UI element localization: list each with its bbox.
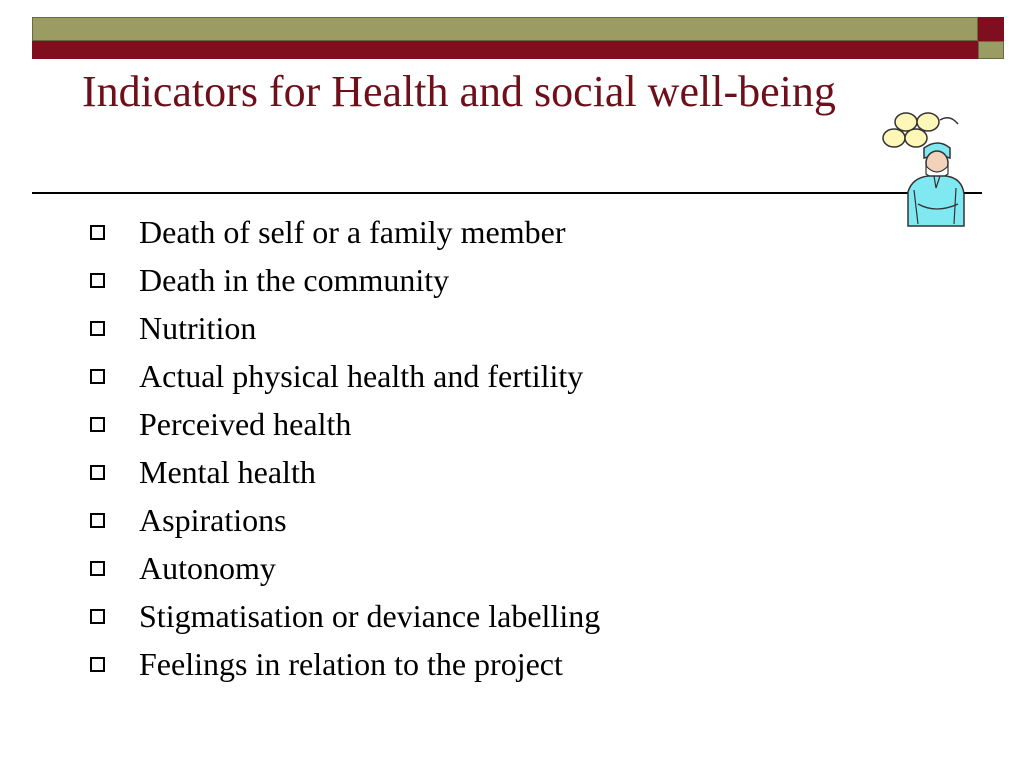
bullet-list <box>90 208 600 688</box>
list-item <box>90 640 600 688</box>
hollow-square-bullet-icon <box>90 465 105 480</box>
list-item <box>90 496 600 544</box>
list-item <box>90 592 600 640</box>
bullet-text: Nutrition <box>139 309 257 346</box>
hollow-square-bullet-icon <box>90 321 105 336</box>
list-item <box>90 304 600 352</box>
bullet-text: Autonomy <box>139 549 276 586</box>
bullet-text: Actual physical health and fertility <box>139 357 584 394</box>
header-band-maroon <box>32 41 978 59</box>
bullet-text: Aspirations <box>139 501 287 538</box>
bullet-text: Death of self or a family member <box>139 213 566 250</box>
hollow-square-bullet-icon <box>90 609 105 624</box>
bullet-text: Stigmatisation or deviance labelling <box>139 597 601 634</box>
corner-square-olive <box>978 41 1004 59</box>
bullet-text: Perceived health <box>139 405 352 442</box>
hollow-square-bullet-icon <box>90 225 105 240</box>
list-item <box>90 208 600 256</box>
hollow-square-bullet-icon <box>90 657 105 672</box>
hollow-square-bullet-icon <box>90 513 105 528</box>
bullet-text: Death in the community <box>139 261 450 298</box>
title-divider <box>32 192 982 194</box>
bullet-text: Feelings in relation to the project <box>139 645 563 682</box>
surgical-lamp-icon <box>883 113 958 147</box>
hollow-square-bullet-icon <box>90 369 105 384</box>
bullet-text: Mental health <box>139 453 316 490</box>
corner-square-maroon <box>978 17 1004 41</box>
hollow-square-bullet-icon <box>90 273 105 288</box>
slide-title: Indicators for Health and social well-being <box>82 67 836 116</box>
list-item <box>90 448 600 496</box>
surgeon-clipart-icon <box>878 108 968 228</box>
hollow-square-bullet-icon <box>90 561 105 576</box>
hollow-square-bullet-icon <box>90 417 105 432</box>
list-item <box>90 400 600 448</box>
header-band-olive <box>32 17 978 41</box>
list-item <box>90 256 600 304</box>
list-item <box>90 352 600 400</box>
surgeon-figure-icon <box>908 143 964 226</box>
list-item <box>90 544 600 592</box>
